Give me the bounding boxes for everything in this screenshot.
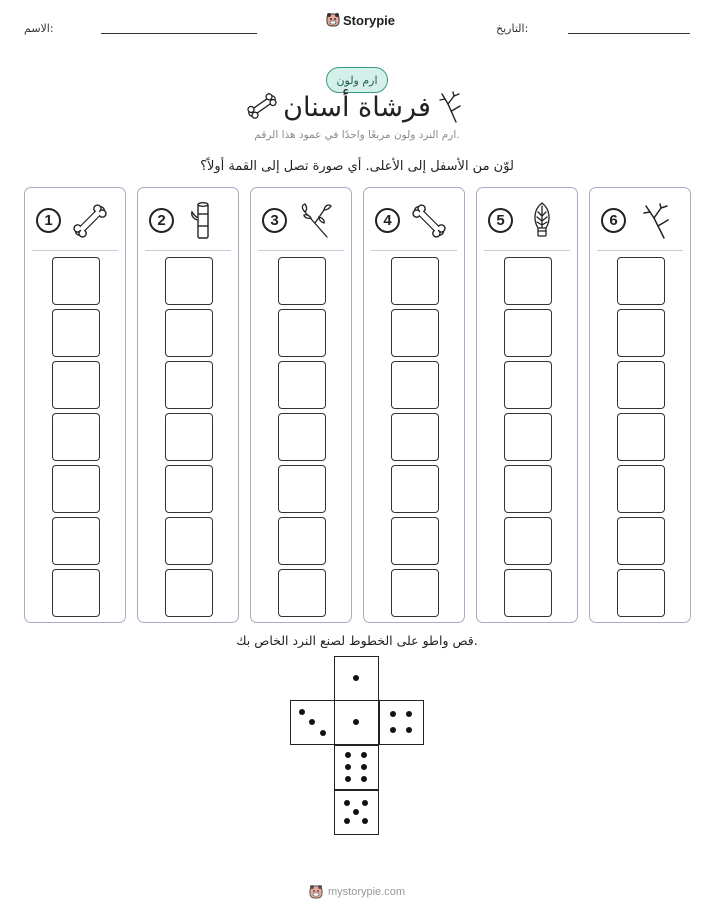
color-cell[interactable] [504,517,552,565]
column-divider [484,250,570,251]
color-cell[interactable] [165,413,213,461]
color-cell[interactable] [165,309,213,357]
color-cell[interactable] [391,413,439,461]
column-divider [597,250,683,251]
color-cell[interactable] [278,257,326,305]
color-cell[interactable] [617,569,665,617]
brand-logo [326,12,395,28]
dice-pip [299,709,305,715]
bone-icon [69,200,111,242]
dice-pip [344,800,350,806]
dice-pip [345,752,351,758]
color-cell[interactable] [391,309,439,357]
dice-pip [361,764,367,770]
color-cell[interactable] [52,309,100,357]
color-cell[interactable] [165,361,213,409]
dice-face-1 [334,656,379,701]
date-label: التاريخ: [496,22,529,35]
name-label: الاسم: [24,22,54,35]
column-1 [24,187,126,623]
column-number: 4 [375,208,400,233]
color-cell[interactable] [165,465,213,513]
color-cell[interactable] [52,413,100,461]
dice-pip [406,711,412,717]
activity-badge: ارم ولون [326,67,388,93]
dice-pip [344,818,350,824]
footer-url: mystorypie.com [328,886,406,898]
color-cell[interactable] [278,309,326,357]
twig-icon [634,200,676,242]
brand-name: Storypie [343,12,396,28]
cut-instruction: قص واطو على الخطوط لصنع النرد الخاص بك. [236,633,478,648]
dice-pip [362,800,368,806]
dice-pip [390,711,396,717]
color-cell[interactable] [391,361,439,409]
color-cell[interactable] [617,361,665,409]
color-cell[interactable] [391,465,439,513]
color-cell[interactable] [278,361,326,409]
color-cell[interactable] [391,569,439,617]
dice-pip [353,719,359,725]
bone-icon [408,200,450,242]
bamboo-icon [182,200,224,242]
dice-face-6 [334,745,379,790]
column-header [138,188,238,250]
color-cell[interactable] [278,569,326,617]
column-divider [32,250,118,251]
dice-pip [361,776,367,782]
dice-pip [362,818,368,824]
column-divider [258,250,344,251]
column-header [590,188,690,250]
column-number: 1 [36,208,61,233]
twig-title-icon [436,90,464,124]
column-header [251,188,351,250]
color-cell[interactable] [52,517,100,565]
column-divider [371,250,457,251]
color-cell[interactable] [52,361,100,409]
subtitle: ارم النرد ولون مربعًا واحدًا في عمود هذا الرقم. [254,129,460,141]
color-cell[interactable] [165,569,213,617]
storypie-mascot-icon [326,12,340,28]
color-cell[interactable] [504,361,552,409]
color-cell[interactable] [165,517,213,565]
feather-brush-icon [521,200,563,242]
dice-pip [345,764,351,770]
color-cell[interactable] [504,309,552,357]
instruction: لوّن من الأسفل إلى الأعلى. أي صورة تصل إلى القمة أولاً؟ [200,159,514,174]
color-cell[interactable] [52,569,100,617]
column-divider [145,250,231,251]
dice-pip [353,675,359,681]
column-number: 3 [262,208,287,233]
footer [308,884,405,900]
color-cell[interactable] [504,413,552,461]
color-cell[interactable] [504,465,552,513]
column-5 [476,187,578,623]
storypie-mascot-icon [308,884,324,900]
color-cell[interactable] [52,465,100,513]
color-cell[interactable] [617,465,665,513]
dice-pip [390,727,396,733]
color-cell[interactable] [504,569,552,617]
color-cell[interactable] [617,257,665,305]
color-cell[interactable] [391,257,439,305]
color-cell[interactable] [52,257,100,305]
dice-pip [320,730,326,736]
column-header [364,188,464,250]
color-cell[interactable] [278,517,326,565]
column-2 [137,187,239,623]
date-line[interactable] [568,33,690,34]
dice-pip [361,752,367,758]
name-line[interactable] [101,33,257,34]
column-number: 5 [488,208,513,233]
color-cell[interactable] [617,309,665,357]
column-number: 6 [601,208,626,233]
color-cell[interactable] [504,257,552,305]
dice-face-4 [379,700,424,745]
color-cell[interactable] [617,413,665,461]
color-cell[interactable] [391,517,439,565]
dice-face-1 [334,700,379,745]
column-header [477,188,577,250]
dice-pip [309,719,315,725]
page-title: فرشاة أسنان [283,92,431,123]
dice-pip [345,776,351,782]
column-6 [589,187,691,623]
column-header [25,188,125,250]
color-cell[interactable] [165,257,213,305]
column-4 [363,187,465,623]
column-3 [250,187,352,623]
dice-pip [353,809,359,815]
dice-pip [406,727,412,733]
color-cell[interactable] [278,465,326,513]
leafy-twig-icon [295,200,337,242]
dice-face-5 [334,790,379,835]
column-number: 2 [149,208,174,233]
color-cell[interactable] [617,517,665,565]
dice-face-3 [290,700,335,745]
color-cell[interactable] [278,413,326,461]
